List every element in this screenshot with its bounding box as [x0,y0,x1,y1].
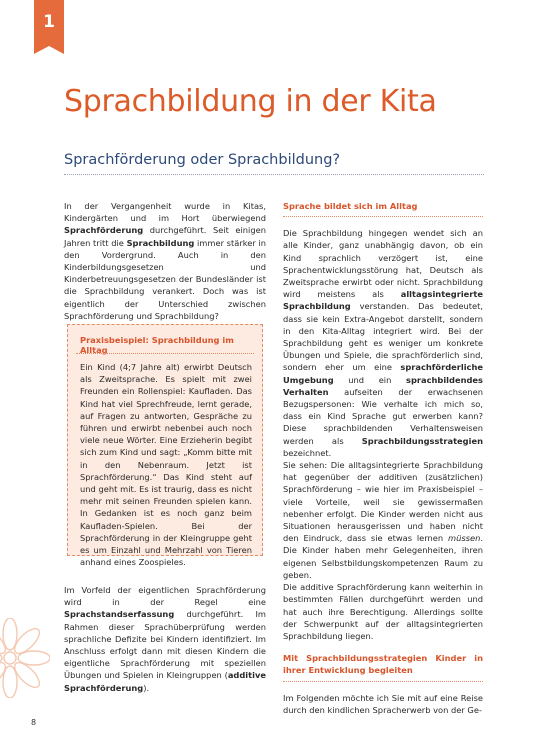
intro-paragraph [64,200,266,322]
chapter-tab [34,0,64,46]
subheading-strategies: Mit Sprachbildungsstrategien Kinder in ihrer Entwicklung begleiten [283,653,483,676]
assessment-paragraph [64,584,266,694]
section-title: Sprachförderung oder Sprachbildung? [64,152,341,168]
subheading-divider [283,216,483,217]
example-box-heading: Praxisbeispiel: Sprachbildung im Alltag [80,335,234,355]
assessment-text: Im Vorfeld der eigentlichen Sprachförderung wird in der Regel eine Sprachstandserfassung durchgeführt. Im Rahmen dieser Sprachüberprüfung werden sprachliche Defizite bei Kindern identifiziert. Im Anschluss erfolgt dann mit diesen Kindern die eigentliche Sprachförderung mit speziellen Übungen und Spielen in Kleingruppen (additive Sprachförderung). [64,585,266,693]
paragraph-advantages: Sie sehen: Die alltagsintegrierte Sprachbildung hat gegenüber der additiven (zusätzlichen) Sprachförderung – wie hier im Praxisbeispiel – viele Vorteile, weil sie gewissermaßen nebenher erfolgt. Die Kinder werden nicht aus Situationen herausgerissen und haben nicht den Eindruck, dass sie etwas lernen müssen. Die Kinder haben mehr Gelegenheiten, ihren eigenen Selbstbildungskompetenzen Raum zu geben. [283,460,483,580]
example-box-text: Ein Kind (4;7 Jahre alt) erwirbt Deutsch als Zweitsprache. Es spielt mit zwei Freunden ein Rollenspiel: Kaufladen. Das Kind hat viel Sprechfreude, lernt gerade, auf Fragen zu antworten, Gespräche zu führen und erwirbt nebenbei auch noch viele neue Wörter. Eine Erzieherin begibt sich zum Kind und sagt: „Komm bitte mit in den Nebenraum. Jetzt ist Sprachförderung.“ Das Kind steht auf und geht mit. Es ist traurig, dass es nicht mehr mit seinen Freunden spielen kann. In Gedanken ist es noch ganz beim Kaufladen-Spielen. Bei der Sprachförderung in der Kleingruppe geht es um Einzahl und Mehrzahl von Tieren anhand eines Zoospieles. [80,362,252,568]
section-divider [64,174,484,175]
subheading-everyday: Sprache bildet sich im Alltag [283,201,418,211]
chapter-title: Sprachbildung in der Kita [64,84,437,119]
paragraph-language-education: Die Sprachbildung hingegen wendet sich an alle Kinder, ganz unabhängig davon, ob ein Kind sprachlich verzögert ist, eine Sprachentwicklungsstörung hat, Deutsch als Zweitsprache erwirbt oder nicht. Sprachbildung wird meistens als alltagsintegrierte Sprachbildung verstanden. Das bedeutet, dass sie kein Extra-Angebot darstellt, sondern in den Kita-Alltag integriert wird. Bei der Sprachbildung geht es weniger um konkrete Übungen und Spiele, die sprachförderlich sind, sondern eher um eine sprachförderliche Umgebung und ein sprachbildendes Verhalten aufseiten der erwachsenen Bezugspersonen: Wie verhalte ich mich so, dass ein Kind Sprache gut erwerben kann? Diese sprachbildenden Verhaltensweisen werden als Sprachbildungsstrategien bezeichnet. [283,228,483,458]
chapter-number: 1 [43,12,55,32]
example-box-divider [76,353,254,354]
intro-text: In der Vergangenheit wurde in Kitas, Kindergärten und im Hort überwiegend Sprachförderung durchgeführt. Seit einigen Jahren tritt die Sprachbildung immer stärker in den Vordergrund. Auch in den Kinderbildungsgesetzen und Kinderbetreuungsgesetzen der Bundesländer ist die Sprachbildung verankert. Doch was ist eigentlich der Unterschied zwischen Sprachförderung und Sprachbildung? [64,201,267,321]
example-box [67,324,263,568]
paragraph-journey: Im Folgenden möchte ich Sie mit auf eine Reise durch den kindlichen Spracherwerb von der Ge- [283,692,483,715]
right-column [283,200,483,716]
subheading-divider-2 [283,681,483,682]
flower-icon [0,618,50,698]
paragraph-additive: Die additive Sprachförderung kann weiterhin in bestimmten Fällen durchgeführt werden und hat auch ihre Berechtigung. Allerdings sollte der Schwerpunkt auf der alltagsintegrierten Sprachbildung liegen. [283,582,483,641]
page-number: 8 [31,718,37,727]
